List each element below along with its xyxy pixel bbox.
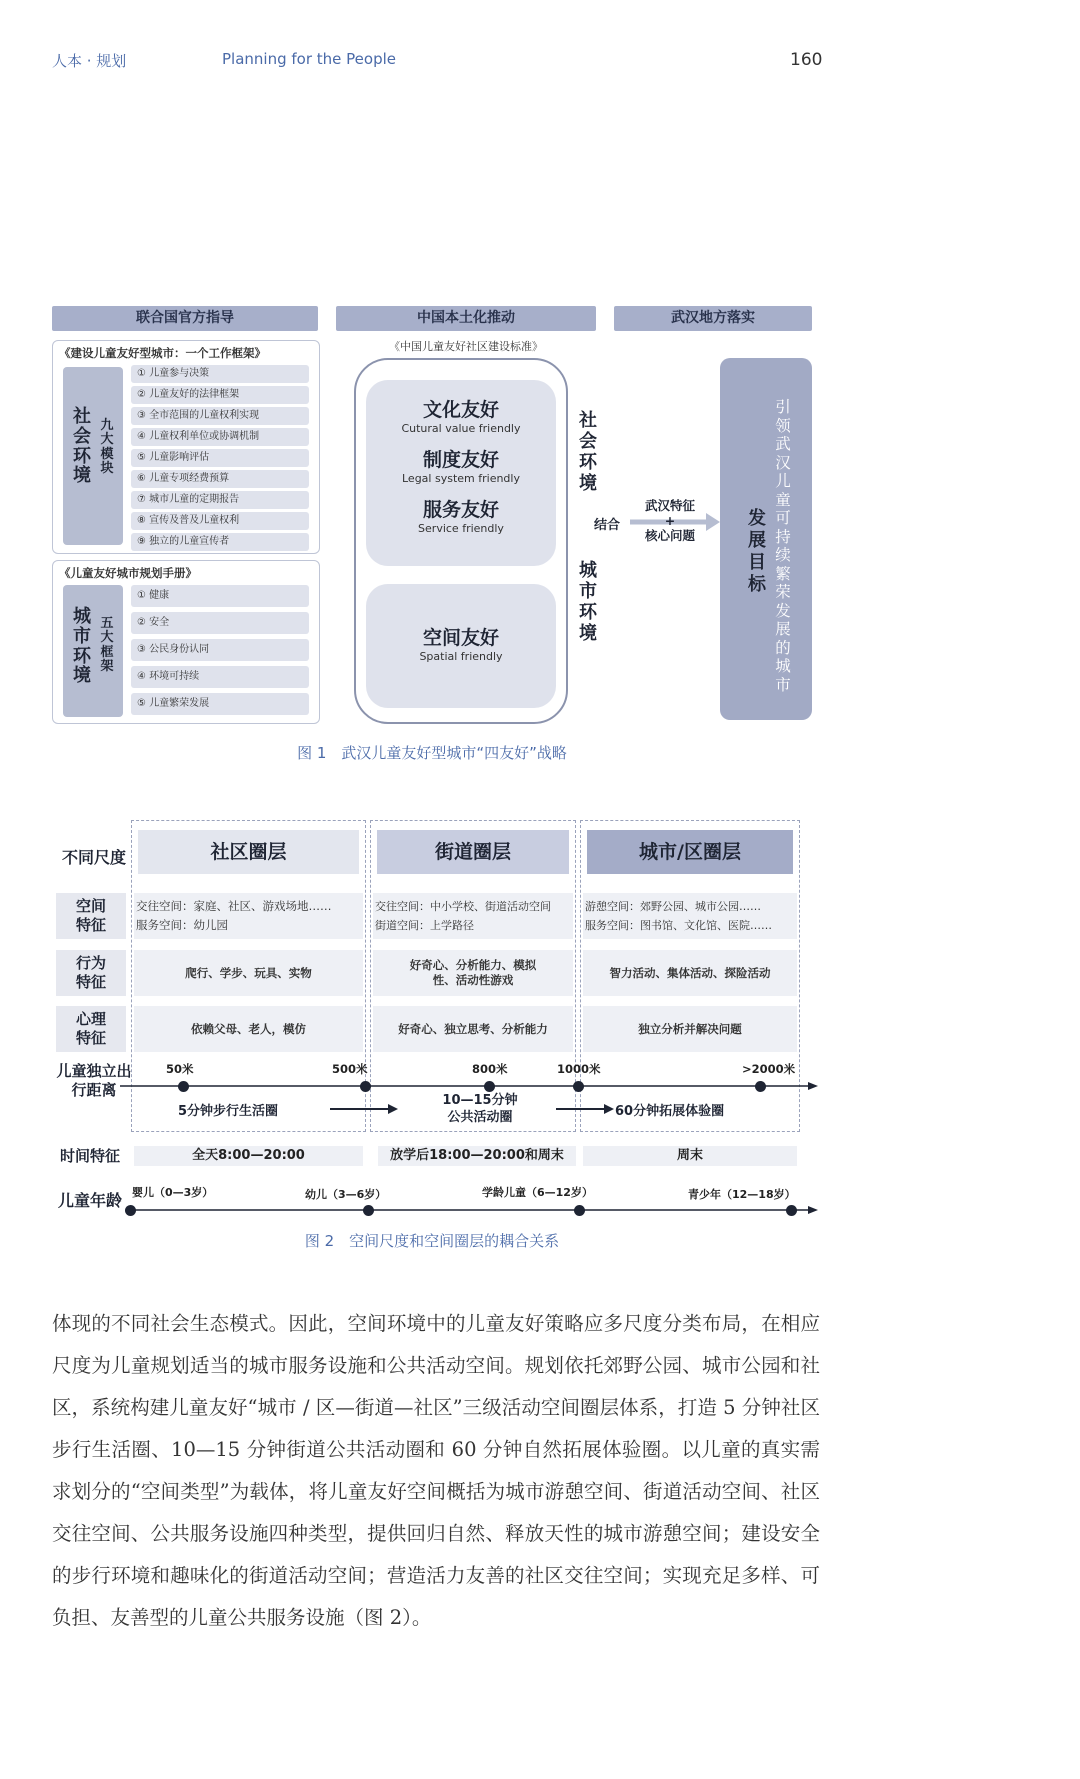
- list-item: ⑨ 独立的儿童宣传者: [131, 533, 309, 551]
- row-label-psych: 心理特征: [56, 1006, 126, 1052]
- development-goal-statement: 引领武汉儿童可持续繁荣发展的城市: [775, 398, 791, 694]
- row-label-scale: 不同尺度: [61, 848, 126, 867]
- china-standard-title: 《中国儿童友好社区建设标准》: [389, 340, 543, 353]
- distance-marker: [573, 1081, 584, 1092]
- list-item: ④ 儿童权利单位或协调机制: [131, 428, 309, 446]
- distance-marker: [178, 1081, 189, 1092]
- row-label-age: 儿童年龄: [57, 1191, 122, 1210]
- age-marker: [786, 1205, 797, 1216]
- legal-friendly-en: Legal system friendly: [402, 472, 520, 485]
- psych-cell-street: 好奇心、独立思考、分析能力: [373, 1006, 573, 1052]
- age-teen: 青少年（12—18岁）: [688, 1188, 796, 1201]
- list-item: ① 健康: [131, 585, 309, 607]
- un-framework-panel: [52, 340, 320, 554]
- list-item: ⑦ 城市儿童的定期报告: [131, 491, 309, 509]
- distance-marker: [755, 1081, 766, 1092]
- wuhan-features-label: 武汉特征: [644, 498, 695, 513]
- distance-marker: [360, 1081, 371, 1092]
- time-street: 放学后18:00—20:00和周末: [378, 1146, 576, 1166]
- circle-5min: 5分钟步行生活圈: [178, 1104, 279, 1119]
- row-label-distance: 儿童独立出行距离: [56, 1062, 132, 1099]
- figure2-caption: 图 2 空间尺度和空间圈层的耦合关系: [304, 1232, 560, 1250]
- behavior-cell-street: 好奇心、分析能力、模拟性、活动性游戏: [373, 950, 573, 996]
- age-marker: [574, 1205, 585, 1216]
- behavior-cell-community: 爬行、学步、玩具、实物: [134, 950, 363, 996]
- list-item: ⑤ 儿童繁荣发展: [131, 693, 309, 715]
- arrow-street-to-city: [556, 1102, 616, 1116]
- connector-text: [630, 498, 710, 543]
- social-env-label: 社会环境: [73, 406, 91, 487]
- five-frameworks-label: 五大框架: [100, 616, 114, 674]
- label-urban-env-vertical: 城市环境: [579, 560, 597, 644]
- list-item: ② 儿童友好的法律框架: [131, 386, 309, 404]
- service-friendly-en: Service friendly: [418, 522, 504, 535]
- page-number: 160: [790, 50, 823, 70]
- list-item: ⑤ 儿童影响评估: [131, 449, 309, 467]
- un-framework-list: [131, 363, 309, 551]
- un-handbook-title: 《儿童友好城市规划手册》: [59, 566, 197, 580]
- spatial-friendly-zh: 空间友好: [422, 627, 499, 649]
- age-school: 学龄儿童（6—12岁）: [482, 1186, 593, 1199]
- running-head-left: 人本 · 规划: [52, 52, 127, 70]
- spatial-line: 游憩空间：郊野公园、城市公园……: [585, 900, 761, 913]
- row-label-time: 时间特征: [59, 1147, 120, 1165]
- plus-label: +: [664, 513, 676, 528]
- nine-modules-label: 九大模块: [100, 418, 114, 476]
- cultural-friendly-zh: 文化友好: [422, 399, 499, 421]
- service-friendly-zh: 服务友好: [422, 499, 499, 521]
- distance-marker: [484, 1081, 495, 1092]
- spatial-friendly-box: [366, 584, 556, 708]
- list-item: ① 儿童参与决策: [131, 365, 309, 383]
- list-item: ④ 环境可持续: [131, 666, 309, 688]
- distance-tick-500: 500米: [332, 1062, 368, 1076]
- col-header-china: 中国本土化推动: [336, 306, 596, 331]
- age-infant: 婴儿（0—3岁）: [132, 1186, 214, 1199]
- level-street: 街道圈层: [377, 830, 569, 874]
- distance-tick-2000: >2000米: [742, 1062, 796, 1076]
- age-axis: [126, 1202, 820, 1218]
- behavior-cell-city: 智力活动、集体活动、探险活动: [583, 950, 797, 996]
- spatial-line: 交往空间：中小学校、街道活动空间: [375, 900, 551, 913]
- age-marker: [125, 1205, 136, 1216]
- row-label-spatial: 空间特征: [56, 893, 126, 939]
- social-env-label-box: [63, 367, 123, 545]
- development-goal-box: [720, 358, 812, 720]
- arrow-community-to-street: [330, 1102, 400, 1116]
- running-head-title: Planning for the People: [222, 50, 396, 68]
- distance-tick-1000: 1000米: [557, 1062, 601, 1076]
- age-toddler: 幼儿（3—6岁）: [305, 1188, 387, 1201]
- list-item: ⑥ 儿童专项经费预算: [131, 470, 309, 488]
- spatial-line: 服务空间：幼儿园: [136, 918, 228, 932]
- development-goal-label: 发展目标: [748, 508, 766, 595]
- time-community: 全天8:00—20:00: [134, 1146, 363, 1166]
- figure1-caption: 图 1 武汉儿童友好型城市“四友好”战略: [297, 744, 567, 762]
- age-marker: [363, 1205, 374, 1216]
- spatial-cell-community: [134, 893, 363, 939]
- time-city: 周末: [583, 1146, 797, 1166]
- list-item: ③ 全市范围的儿童权利实现: [131, 407, 309, 425]
- urban-env-label: 城市环境: [73, 606, 91, 687]
- spatial-friendly-en: Spatial friendly: [419, 650, 503, 663]
- legal-friendly-zh: 制度友好: [422, 449, 499, 471]
- level-city: 城市/区圈层: [587, 830, 793, 874]
- un-handbook-list: [131, 583, 309, 715]
- core-issues-label: 核心问题: [644, 528, 695, 543]
- circle-60min: 60分钟拓展体验圈: [615, 1104, 725, 1119]
- china-four-friendly-container: [354, 358, 568, 724]
- spatial-cell-street: [373, 893, 573, 939]
- un-framework-title: 《建设儿童友好型城市：一个工作框架》: [59, 346, 266, 360]
- spatial-line: 交往空间：家庭、社区、游戏场地……: [136, 899, 332, 913]
- row-label-behavior: 行为特征: [56, 950, 126, 996]
- circle-10-15min: [410, 1092, 550, 1126]
- cultural-friendly-en: Cutural value friendly: [401, 422, 521, 435]
- distance-tick-800: 800米: [472, 1062, 508, 1076]
- combine-label: 结合: [594, 518, 621, 533]
- spatial-line: 服务空间：图书馆、文化馆、医院……: [585, 919, 772, 932]
- un-handbook-panel: [52, 560, 320, 724]
- urban-env-label-box: [63, 585, 123, 717]
- list-item: ② 安全: [131, 612, 309, 634]
- distance-tick-50: 50米: [166, 1062, 194, 1076]
- col-header-wuhan: 武汉地方落实: [614, 306, 812, 331]
- col-header-un: 联合国官方指导: [52, 306, 318, 331]
- list-item: ⑧ 宣传及普及儿童权利: [131, 512, 309, 530]
- spatial-cell-city: [583, 893, 797, 939]
- psych-cell-community: 依赖父母、老人，模仿: [134, 1006, 363, 1052]
- level-community: 社区圈层: [138, 830, 359, 874]
- list-item: ③ 公民身份认同: [131, 639, 309, 661]
- spatial-line: 街道空间：上学路径: [375, 919, 474, 932]
- circle-10-15min-line1: 10—15分钟: [442, 1093, 518, 1108]
- label-social-env-vertical: 社会环境: [579, 410, 597, 494]
- circle-10-15min-line2: 公共活动圈: [447, 1110, 513, 1125]
- psych-cell-city: 独立分析并解决问题: [583, 1006, 797, 1052]
- cultural-legal-service-box: [366, 380, 556, 566]
- body-paragraph: 体现的不同社会生态模式。因此，空间环境中的儿童友好策略应多尺度分类布局，在相应尺度为儿童规划适当的城市服务设施和公共活动空间。规划依托郊野公园、城市公园和社区，系统构建儿童友好“城市 / 区—街道—社区”三级活动空间圈层体系，打造 5 分钟社区步行生活圈、10—15 分钟街道公共活动圈和 60 分钟自然拓展体验圈。以儿童的真实需求划分的“空间类型”为载体，将儿童友好空间概括为城市游憩空间、街道活动空间、社区交往空间、公共服务设施四种类型，提供回归自然、释放天性的城市游憩空间；建设安全的步行环境和趣味化的街道活动空间；营造活力友善的社区交往空间；实现充足多样、可负担、友善型的儿童公共服务设施（图 2）。: [52, 1312, 820, 1629]
